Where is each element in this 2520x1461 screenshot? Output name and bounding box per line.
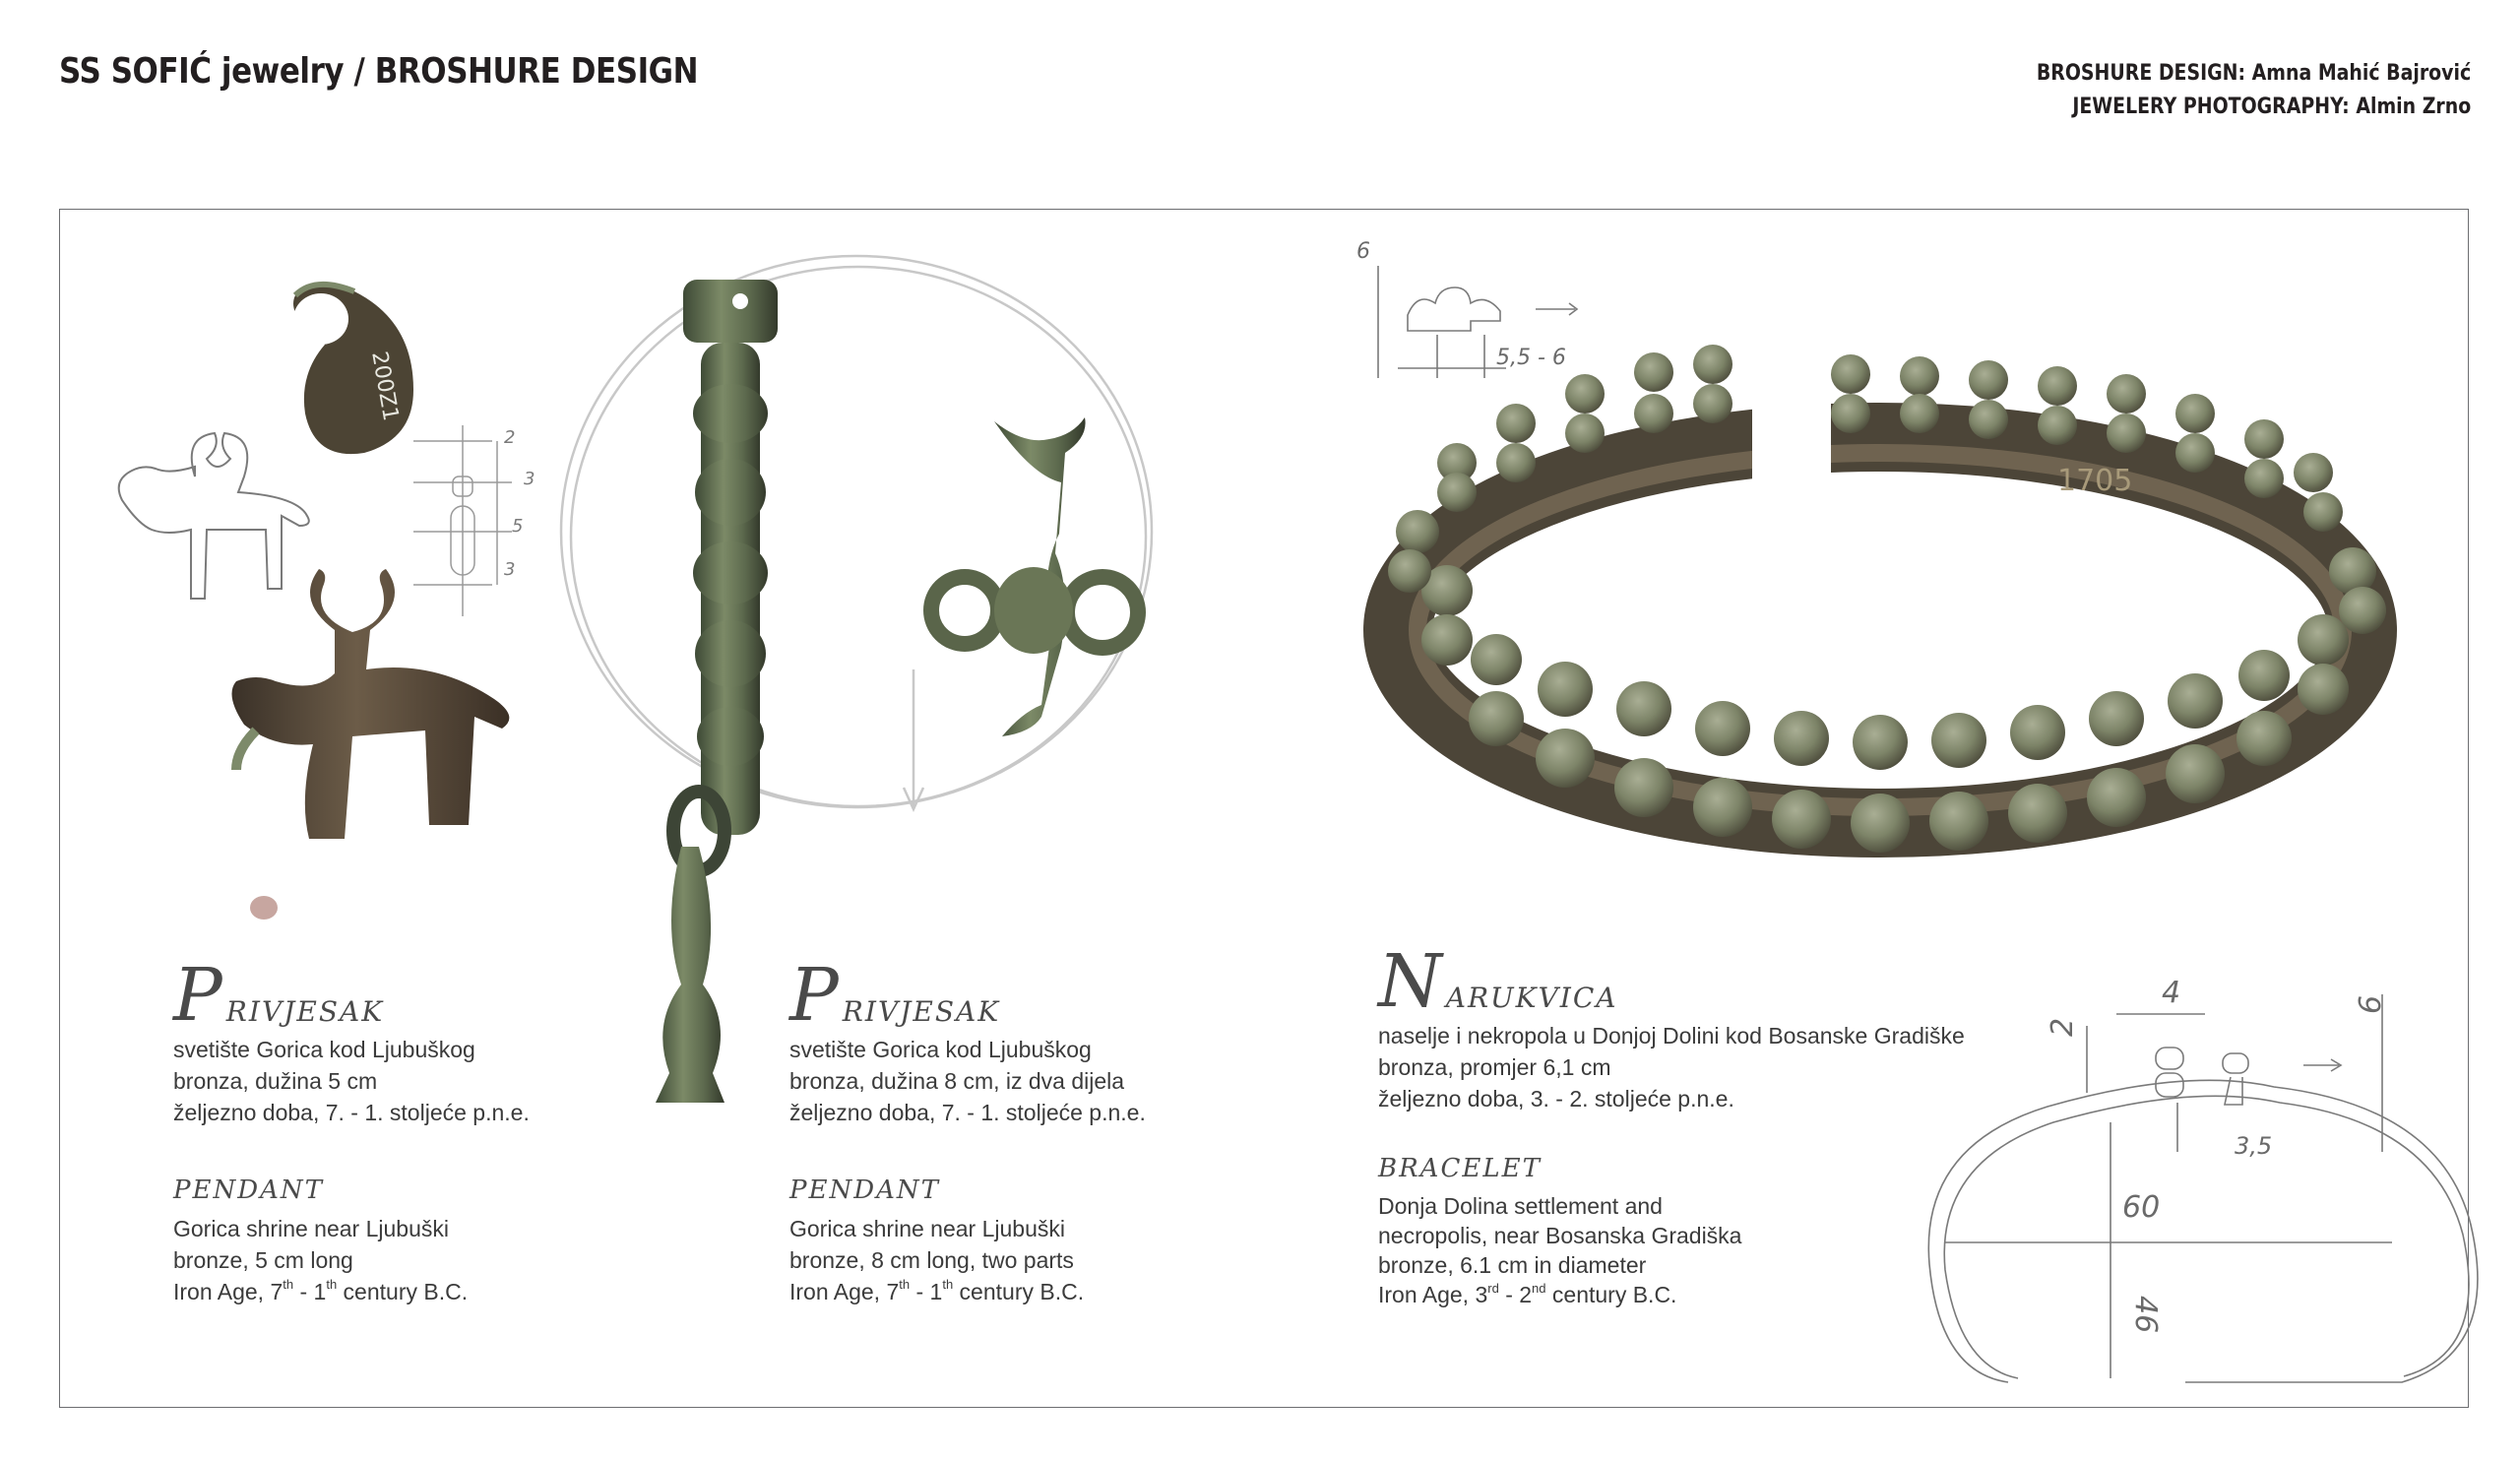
caption-bracelet <box>1378 939 1965 1309</box>
caption-pendant-2 <box>789 953 1146 1307</box>
caption-subtitle: PENDANT <box>789 1175 940 1205</box>
left-dimension-sketch <box>413 425 512 616</box>
caption-line: željezno doba, 3. - 2. stoljeće p.n.e. <box>1378 1086 1734 1112</box>
caption-line: bronza, dužina 8 cm, iz dva dijela <box>789 1068 1125 1094</box>
caption-line: željezno doba, 7. - 1. stoljeće p.n.e. <box>173 1100 530 1125</box>
bracelet-number: 1705 <box>2057 464 2133 498</box>
bracelet-dim: 2 <box>2046 1017 2080 1037</box>
caption-subtitle: BRACELET <box>1378 1154 1542 1183</box>
caption-line: bronze, 8 cm long, two parts <box>789 1247 1074 1273</box>
caption-line: naselje i nekropola u Donjoj Dolini kod Bosanske Gradiške <box>1378 1023 1965 1048</box>
ring-pendant-photo <box>293 285 413 454</box>
object-number: 200Z1 <box>366 349 404 423</box>
dim-label: 3 <box>504 559 516 580</box>
caption-title: P RIVJESAK <box>173 953 385 1038</box>
caption-age: Iron Age, 3rd - 2nd century B.C. <box>1378 1281 1677 1307</box>
caption-age: Iron Age, 7th - 1th century B.C. <box>789 1277 1085 1304</box>
credit-design: BROSHURE DESIGN: Amna Mahić Bajrović <box>2036 61 2471 86</box>
caption-subtitle: PENDANT <box>173 1175 324 1205</box>
horse-sketch <box>119 433 309 599</box>
bead-pendant-photo <box>656 280 778 1103</box>
caption-line: necropolis, near Bosanska Gradiška <box>1378 1223 1742 1248</box>
caption-title: N ARUKVICA <box>1378 939 1618 1024</box>
caption-line: željezno doba, 7. - 1. stoljeće p.n.e. <box>789 1100 1146 1125</box>
cross-pendant-photo <box>931 417 1138 736</box>
circle-sketch <box>561 256 1152 809</box>
caption-line: Gorica shrine near Ljubuški <box>789 1216 1065 1241</box>
dim-label: 3 <box>524 469 536 489</box>
bracelet-photo <box>1388 345 2386 853</box>
bracelet-dim: 6 <box>1356 239 1370 264</box>
caption-line: bronza, dužina 5 cm <box>173 1068 378 1094</box>
caption-line: Donja Dolina settlement and <box>1378 1193 1663 1219</box>
caption-title: P RIVJESAK <box>789 953 1001 1038</box>
caption-line: bronze, 5 cm long <box>173 1247 353 1273</box>
bracelet-dim: 6 <box>2354 994 2388 1014</box>
caption-line: bronza, promjer 6,1 cm <box>1378 1054 1611 1080</box>
bracelet-dim: 3,5 <box>2235 1132 2273 1160</box>
caption-pendant-1 <box>173 953 530 1307</box>
caption-line: bronze, 6.1 cm in diameter <box>1378 1252 1647 1278</box>
bracelet-dim: 5,5 - 6 <box>1496 346 1566 370</box>
bracelet-dim: 60 <box>2122 1190 2161 1225</box>
caption-line: svetište Gorica kod Ljubuškog <box>789 1037 1092 1062</box>
bracelet-sketch-bottom <box>1928 994 2478 1382</box>
caption-line: Gorica shrine near Ljubuški <box>173 1216 449 1241</box>
caption-line: svetište Gorica kod Ljubuškog <box>173 1037 475 1062</box>
credit-photography: JEWELERY PHOTOGRAPHY: Almin Zrno <box>2072 95 2471 119</box>
dim-label: 5 <box>512 516 524 537</box>
dim-label: 2 <box>504 427 516 448</box>
brochure-title: SS SOFIĆ jewelry / BROSHURE DESIGN <box>59 51 699 92</box>
bracelet-dim: 4 <box>2162 976 2181 1010</box>
bracelet-dim: 46 <box>2128 1296 2163 1334</box>
caption-age: Iron Age, 7th - 1th century B.C. <box>173 1277 469 1304</box>
horse-pendant-photo <box>232 569 510 920</box>
